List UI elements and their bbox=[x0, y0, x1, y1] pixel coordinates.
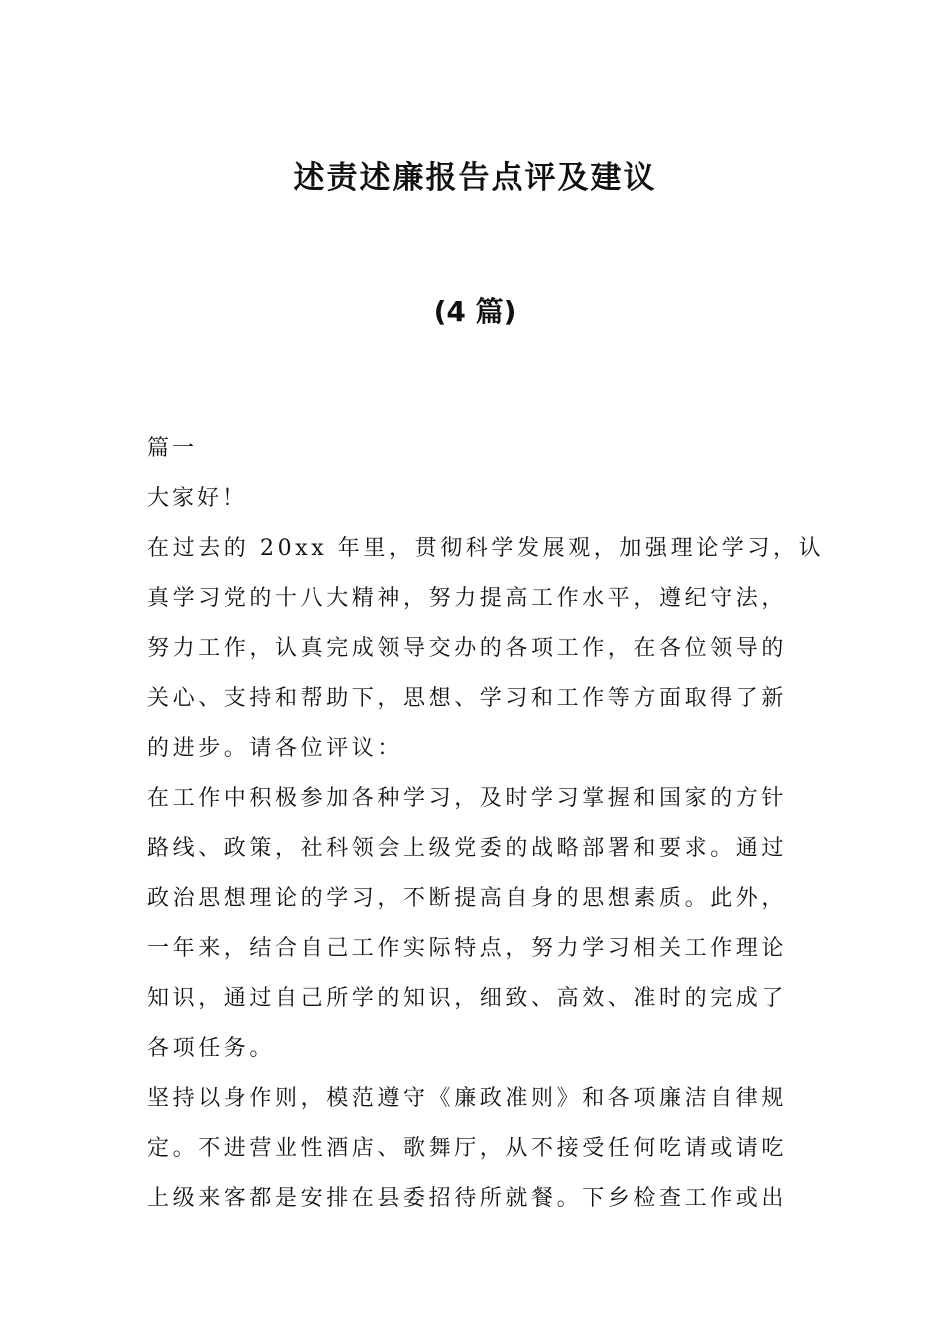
paragraph-line: 知识，通过自己所学的知识，细致、高效、准时的完成了 bbox=[147, 986, 788, 1011]
paragraph-line: 坚持以身作则，模范遵守《廉政准则》和各项廉洁自律规 bbox=[147, 1086, 788, 1111]
paragraph-line: 关心、支持和帮助下，思想、学习和工作等方面取得了新 bbox=[147, 686, 788, 711]
paragraph-line: 真学习党的十八大精神，努力提高工作水平，遵纪守法， bbox=[147, 586, 788, 611]
paragraph-line: 一年来，结合自己工作实际特点，努力学习相关工作理论 bbox=[147, 936, 788, 961]
paragraph-line: 上级来客都是安排在县委招待所就餐。下乡检查工作或出 bbox=[147, 1186, 788, 1211]
document-subtitle: (4 篇) bbox=[433, 295, 517, 328]
paragraph-line: 在工作中积极参加各种学习，及时学习掌握和国家的方针 bbox=[147, 786, 788, 811]
paragraph-line: 路线、政策，社科领会上级党委的战略部署和要求。通过 bbox=[147, 836, 788, 861]
section-heading: 篇一 bbox=[147, 436, 198, 461]
paragraph-line: 在过去的 20xx 年里，贯彻科学发展观，加强理论学习，认 bbox=[147, 536, 825, 561]
paragraph-line: 政治思想理论的学习，不断提高自身的思想素质。此外， bbox=[147, 886, 788, 911]
paragraph-line: 努力工作，认真完成领导交办的各项工作，在各位领导的 bbox=[147, 636, 788, 661]
document-title: 述责述廉报告点评及建议 bbox=[293, 160, 657, 196]
paragraph-line: 定。不进营业性酒店、歌舞厅，从不接受任何吃请或请吃 bbox=[147, 1136, 788, 1161]
paragraph-line: 各项任务。 bbox=[147, 1036, 276, 1061]
greeting-line: 大家好！ bbox=[147, 486, 248, 511]
document-body bbox=[147, 424, 825, 1224]
paragraph-line: 的进步。请各位评议： bbox=[147, 736, 404, 761]
